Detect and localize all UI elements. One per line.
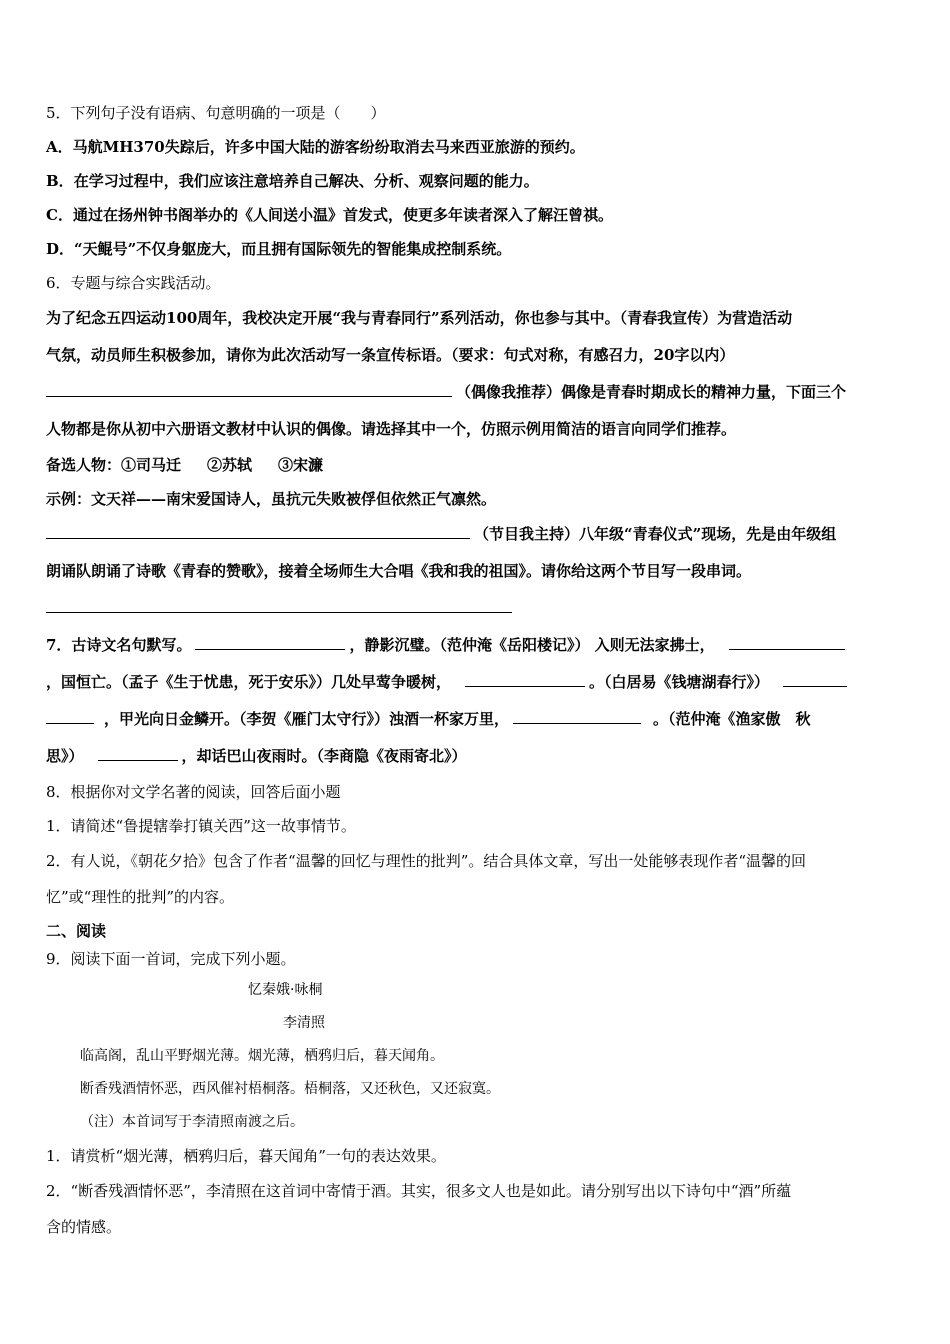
q5-option-b xyxy=(46,164,908,198)
answer-blank[interactable] xyxy=(46,523,470,539)
candidates-label: 备选人物： xyxy=(46,456,122,474)
q8-stem: 8．根据你对文学名著的阅读，回答后面小题 xyxy=(46,783,341,801)
q6-slogan-line xyxy=(46,374,908,411)
q6-example: 示例：文天祥——南宋爱国诗人，虽抗元失败被俘但依然正气凛然。 xyxy=(46,490,497,508)
answer-blank[interactable] xyxy=(465,671,585,687)
q6-stem: 6．专题与综合实践活动。 xyxy=(46,274,221,292)
answer-blank[interactable] xyxy=(729,634,845,650)
q9-sub-2-line-2: 含的情感。 xyxy=(46,1218,122,1236)
q6-paragraph-line-4: 人物都是你从初中六册语文教材中认识的偶像。请选择其中一个，仿照示例用简洁的语言向同学们推荐。 xyxy=(46,420,737,438)
option-label: C． xyxy=(46,206,73,224)
exam-page xyxy=(46,96,908,1244)
candidate-1: ①司马迁 xyxy=(121,456,182,474)
answer-blank[interactable] xyxy=(46,708,94,724)
poem-note: （注）本首词写于李清照南渡之后。 xyxy=(80,1114,304,1130)
option-text: 在学习过程中，我们应该注意培养自己解决、分析、观察问题的能力。 xyxy=(73,172,539,190)
option-label: D． xyxy=(46,240,75,258)
option-text: 马航MH370失踪后，许多中国大陆的游客纷纷取消去马来西亚旅游的预约。 xyxy=(72,138,585,156)
q5-option-a xyxy=(46,130,908,164)
q7-text: 。（白居易《钱塘湖春行》） xyxy=(589,673,770,691)
section-heading-reading: 二、阅读 xyxy=(46,922,107,940)
q7-line-3 xyxy=(46,701,908,738)
q8-sub-2-line-1: 2．有人说，《朝花夕拾》包含了作者“温馨的回忆与理性的批判”。结合具体文章，写出一处能够表现作者“温馨的回 xyxy=(46,852,807,870)
q5-stem: 5．下列句子没有语病、句意明确的一项是（ ） xyxy=(46,104,386,122)
q7-text: ，静影沉璧。（范仲淹《岳阳楼记》） 入则无法家拂士， xyxy=(349,636,715,654)
answer-blank[interactable] xyxy=(195,634,345,650)
q6-candidates xyxy=(46,448,908,482)
q7-text: 思》） xyxy=(46,747,84,765)
candidate-3: ③宋濂 xyxy=(278,456,324,474)
candidate-2: ②苏轼 xyxy=(207,456,253,474)
q6-idol-answer-line xyxy=(46,516,908,553)
option-label: B． xyxy=(46,172,74,190)
option-text: 通过在扬州钟书阁举办的《人间送小温》首发式，使更多年读者深入了解汪曾祺。 xyxy=(72,206,613,224)
answer-blank[interactable] xyxy=(783,671,847,687)
q6-paragraph-line-8: 朗诵队朗诵了诗歌《青春的赞歌》，接着全场师生大合唱《我和我的祖国》。请你给这两个节目写一段串词。 xyxy=(46,562,752,580)
q8-sub-1: 1．请简述“鲁提辖拳打镇关西”这一故事情节。 xyxy=(46,817,356,835)
q9-stem: 9．阅读下面一首词，完成下列小题。 xyxy=(46,950,296,968)
q7-text: ，却话巴山夜雨时。（李商隐《夜雨寄北》） xyxy=(181,747,467,765)
poem-line-2: 断香残酒情怀恶，西风催衬梧桐落。梧桐落，又还秋色，又还寂寞。 xyxy=(80,1081,500,1097)
q9-sub-2-line-1: 2．“断香残酒情怀恶”，李清照在这首词中寄情于酒。其实，很多文人也是如此。请分别写出以下诗句中“酒”所蕴 xyxy=(46,1182,792,1200)
q9-sub-1: 1．请赏析“烟光薄，栖鸦归后，暮天闻角”一句的表达效果。 xyxy=(46,1147,446,1165)
q5-option-d xyxy=(46,232,908,266)
option-label: A． xyxy=(46,138,73,156)
answer-blank[interactable] xyxy=(98,745,178,761)
q6-paragraph-line-2: 气氛，动员师生积极参加，请你为此次活动写一条宣传标语。（要求：句式对称，有感召力，20字以内） xyxy=(46,346,735,364)
q7-line-2 xyxy=(46,664,908,701)
answer-blank[interactable] xyxy=(513,708,641,724)
q7-text: ，甲光向日金鳞开。（李贺《雁门太守行》）浊酒一杯家万里， xyxy=(104,710,510,728)
q7-text: ，国恒亡。（孟子《生于忧患，死于安乐》）几处早莺争暖树， xyxy=(46,673,452,691)
poem-title: 忆秦娥·咏桐 xyxy=(248,982,323,998)
q6-host-answer-line xyxy=(46,590,908,627)
answer-blank[interactable] xyxy=(46,381,452,397)
answer-blank[interactable] xyxy=(46,597,512,613)
poem-line-1: 临高阁，乱山平野烟光薄。烟光薄，栖鸦归后，暮天闻角。 xyxy=(80,1048,444,1064)
q6-idol-intro: （偶像我推荐）偶像是青春时期成长的精神力量，下面三个 xyxy=(456,383,847,401)
option-text: “天鲲号”不仅身躯庞大，而且拥有国际领先的智能集成控制系统。 xyxy=(74,240,512,258)
q6-host-intro: （节目我主持）八年级“青春仪式”现场，先是由年级组 xyxy=(474,525,837,543)
q6-paragraph-line-1: 为了纪念五四运动100周年，我校决定开展“我与青春同行”系列活动，你也参与其中。（青春我宣传）为营造活动 xyxy=(46,309,793,327)
q7-line-1 xyxy=(46,627,908,664)
q8-sub-2-line-2: 忆”或“理性的批判”的内容。 xyxy=(46,888,235,906)
q7-text: 。（范仲淹《渔家傲 秋 xyxy=(653,710,811,728)
q5-option-c xyxy=(46,198,908,232)
q7-line-4 xyxy=(46,738,908,775)
q7-stem: 7．古诗文名句默写。 xyxy=(46,636,192,654)
poem-author: 李清照 xyxy=(283,1015,325,1031)
